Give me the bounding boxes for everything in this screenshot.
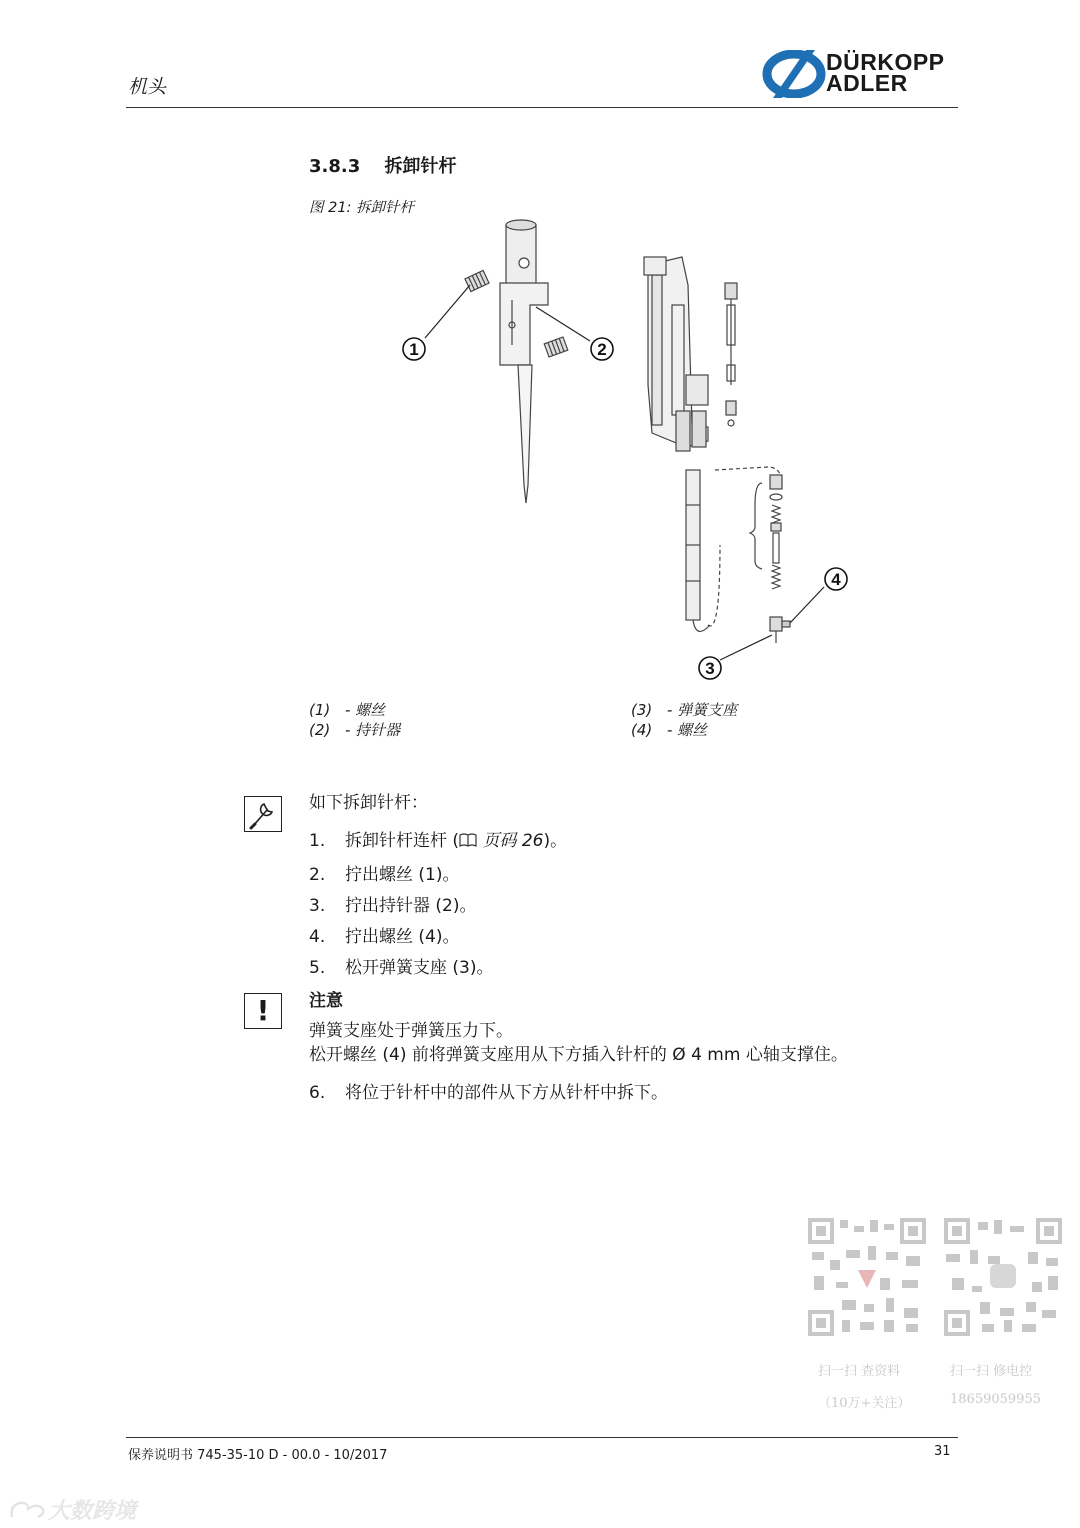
note-line-2: 松开螺丝 (4) 前将弹簧支座用从下方插入针杆的 Ø 4 mm 心轴支撑住。 [309,1045,848,1065]
footer-divider [126,1437,958,1438]
step-item [309,922,459,947]
callout-1-label: 1 [409,340,419,359]
qr-right-subcaption: 18659059955 [950,1392,1041,1407]
step-text: 松开弹簧支座 (3)。 [345,958,494,978]
step-number: 4. [309,927,326,947]
legend-item [309,719,400,740]
header-divider [126,107,958,108]
legend-label: - 弹簧支座 [667,701,738,719]
document-reference: 保养说明书 745-35-10 D - 00.0 - 10/2017 [128,1448,388,1463]
legend-num: (3) [631,701,653,719]
chapter-title: 机头 [128,76,167,98]
step-number: 2. [309,865,326,885]
step-text: 拧出螺丝 (4)。 [345,927,460,947]
legend-item [631,699,737,720]
brand-name-line1: DÜRKOPP [826,49,945,75]
figure-caption: 图 21: 拆卸针杆 [309,200,415,216]
brand-name-line2: ADLER [826,70,908,96]
screw-1 [465,270,489,291]
qr-left-subcaption: （10万+关注） [818,1396,911,1411]
watermark [8,1494,136,1525]
callout-2 [591,338,613,360]
step-number: 6. [309,1083,326,1103]
wrench-icon [244,796,282,832]
qr-left-caption: 扫一扫 查资料 [818,1364,901,1379]
step-number: 3. [309,896,326,916]
book-icon [459,832,477,846]
watermark-logo-icon [8,1499,48,1521]
callout-3-label: 3 [705,659,715,678]
note-line-1: 弹簧支座处于弹簧压力下。 [309,1021,513,1041]
needle-bar-exploded-diagram [390,215,870,685]
legend-label: - 持针器 [345,721,401,739]
legend-item [631,719,707,740]
step-text: 拧出螺丝 (1)。 [345,865,460,885]
qr-right-caption: 扫一扫 修电控 [950,1364,1033,1379]
step-text-suffix: )。 [543,831,568,851]
instructions-intro: 如下拆卸针杆： [309,793,428,813]
callout-1 [403,338,425,360]
callout-3 [699,657,721,679]
step-item [309,891,476,916]
legend-label: - 螺丝 [345,701,386,719]
page-number: 31 [934,1444,951,1459]
qr-code-right [942,1216,1064,1338]
step-item [309,826,567,851]
legend-item [309,699,385,720]
step-item [309,860,459,885]
callout-2-label: 2 [597,340,607,359]
step-text: 拆卸针杆连杆 ( [345,831,460,851]
step-number: 1. [309,831,326,851]
note-title: 注意 [309,991,343,1011]
section-title: 拆卸针杆 [384,156,457,177]
page-reference-link[interactable]: 页码 26 [477,831,544,851]
section-heading [309,152,457,178]
qr-code-left [806,1216,928,1338]
legend-label: - 螺丝 [667,721,708,739]
exclamation-icon: ! [244,993,282,1029]
legend-num: (4) [631,721,653,739]
brand-logo-mark [762,50,826,98]
step-item [309,1078,668,1103]
callout-4 [825,568,847,590]
legend-num: (1) [309,701,331,719]
section-number: 3.8.3 [309,156,361,177]
legend-num: (2) [309,721,331,739]
step-number: 5. [309,958,326,978]
callout-4-label: 4 [831,570,841,589]
step-item [309,953,493,978]
watermark-text: 大数跨境 [48,1499,137,1524]
step-text: 拧出持针器 (2)。 [345,896,477,916]
step-text: 将位于针杆中的部件从下方从针杆中拆下。 [345,1083,668,1103]
